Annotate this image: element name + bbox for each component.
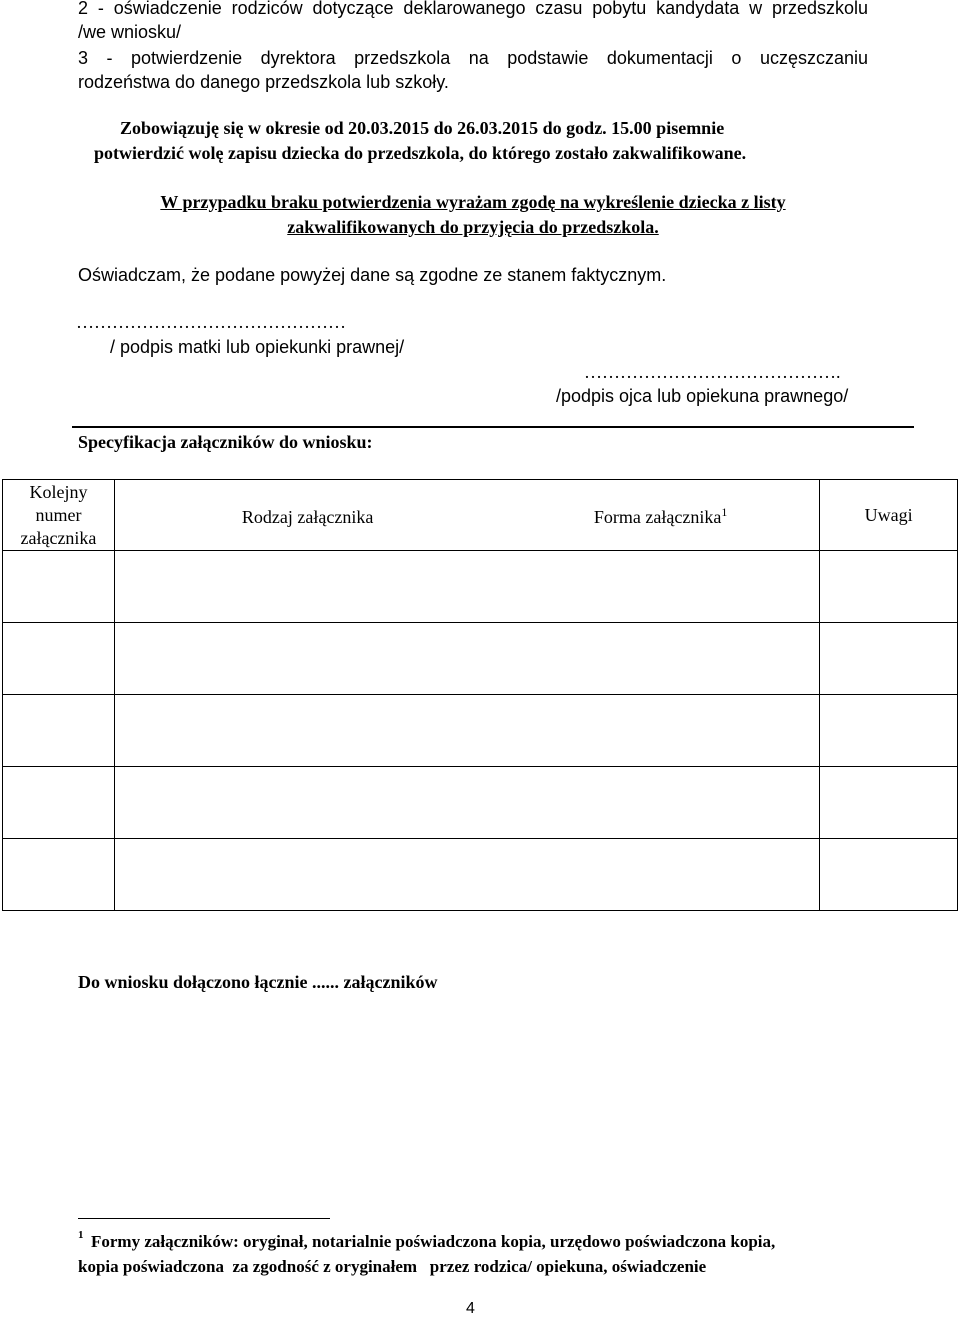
column-number-label-3: załącznika [20, 527, 97, 548]
table-cell[interactable] [114, 551, 819, 623]
consent-line-2: zakwalifikowanych do przyjęcia do przedszkola. [287, 217, 659, 237]
table-cell[interactable] [114, 695, 819, 767]
table-cell[interactable] [820, 767, 958, 839]
mother-signature-label: / podpis matki lub opiekunki prawnej/ [110, 337, 405, 357]
footnote-separator [78, 1218, 330, 1219]
father-signature-dots: ……………………………………. [584, 362, 841, 382]
attachments-heading: Specyfikacja załączników do wniosku: [78, 432, 373, 452]
column-type-label: Rodzaj załącznika [241, 507, 374, 527]
table-cell[interactable] [820, 839, 958, 911]
commitment-line-1: Zobowiązuję się w okresie od 20.03.2015 do 26.03.2015 do godz. 15.00 pisemnie [120, 118, 725, 138]
father-signature-label: /podpis ojca lub opiekuna prawnego/ [556, 386, 849, 406]
table-cell[interactable] [114, 767, 819, 839]
table-row [3, 623, 958, 695]
column-form-footnote-ref: 1 [721, 505, 728, 519]
table-cell[interactable] [3, 839, 115, 911]
list-item-2: 2 - oświadczenie rodziców dotyczące deklarowanego czasu pobytu kandydata w przedszkolu [78, 0, 868, 18]
footnote-line-1: Formy załączników: oryginał, notarialnie poświadczona kopia, urzędowo poświadczona kopia, [91, 1232, 776, 1251]
attachments-total: Do wniosku dołączono łącznie ...... załączników [78, 972, 438, 992]
list-item-3: 3 - potwierdzenie dyrektora przedszkola na podstawie dokumentacji o uczęszczaniu [78, 48, 868, 68]
table-row [3, 695, 958, 767]
mother-signature-dots: ……………………………………… [76, 312, 346, 332]
table-cell[interactable] [3, 695, 115, 767]
declaration: Oświadczam, że podane powyżej dane są zgodne ze stanem faktycznym. [78, 265, 667, 285]
table-row [3, 839, 958, 911]
table-cell[interactable] [3, 623, 115, 695]
footnote-line-2: kopia poświadczona za zgodność z oryginałem przez rodzica/ opiekuna, oświadczenie [78, 1257, 707, 1276]
table-cell[interactable] [3, 551, 115, 623]
table-header-row [3, 480, 958, 551]
table-row [3, 551, 958, 623]
section-divider [72, 426, 914, 428]
table-cell[interactable] [820, 623, 958, 695]
attachments-table [2, 479, 958, 911]
list-item-3-tail: rodzeństwa do danego przedszkola lub szkoły. [78, 72, 449, 92]
table-cell[interactable] [114, 839, 819, 911]
table-cell[interactable] [820, 695, 958, 767]
column-form-label [594, 501, 727, 529]
table-cell[interactable] [114, 623, 819, 695]
page-number: 4 [466, 1300, 475, 1317]
footnote-marker: 1 [78, 1229, 84, 1241]
column-number-label-2: numer [35, 504, 82, 525]
column-notes-header: Uwagi [820, 480, 958, 551]
column-form-text: Forma załącznika [593, 507, 722, 527]
column-type-form-header [114, 480, 819, 551]
commitment-line-2: potwierdzić wolę zapisu dziecka do przedszkola, do którego zostało zakwalifikowane. [94, 143, 747, 163]
column-number-label-1: Kolejny [29, 481, 88, 502]
table-cell[interactable] [820, 551, 958, 623]
table-cell[interactable] [3, 767, 115, 839]
list-item-2-tail: /we wniosku/ [78, 22, 182, 42]
consent-line-1: W przypadku braku potwierdzenia wyrażam zgodę na wykreślenie dziecka z listy [160, 192, 786, 212]
column-number-header [3, 480, 115, 551]
table-row [3, 767, 958, 839]
